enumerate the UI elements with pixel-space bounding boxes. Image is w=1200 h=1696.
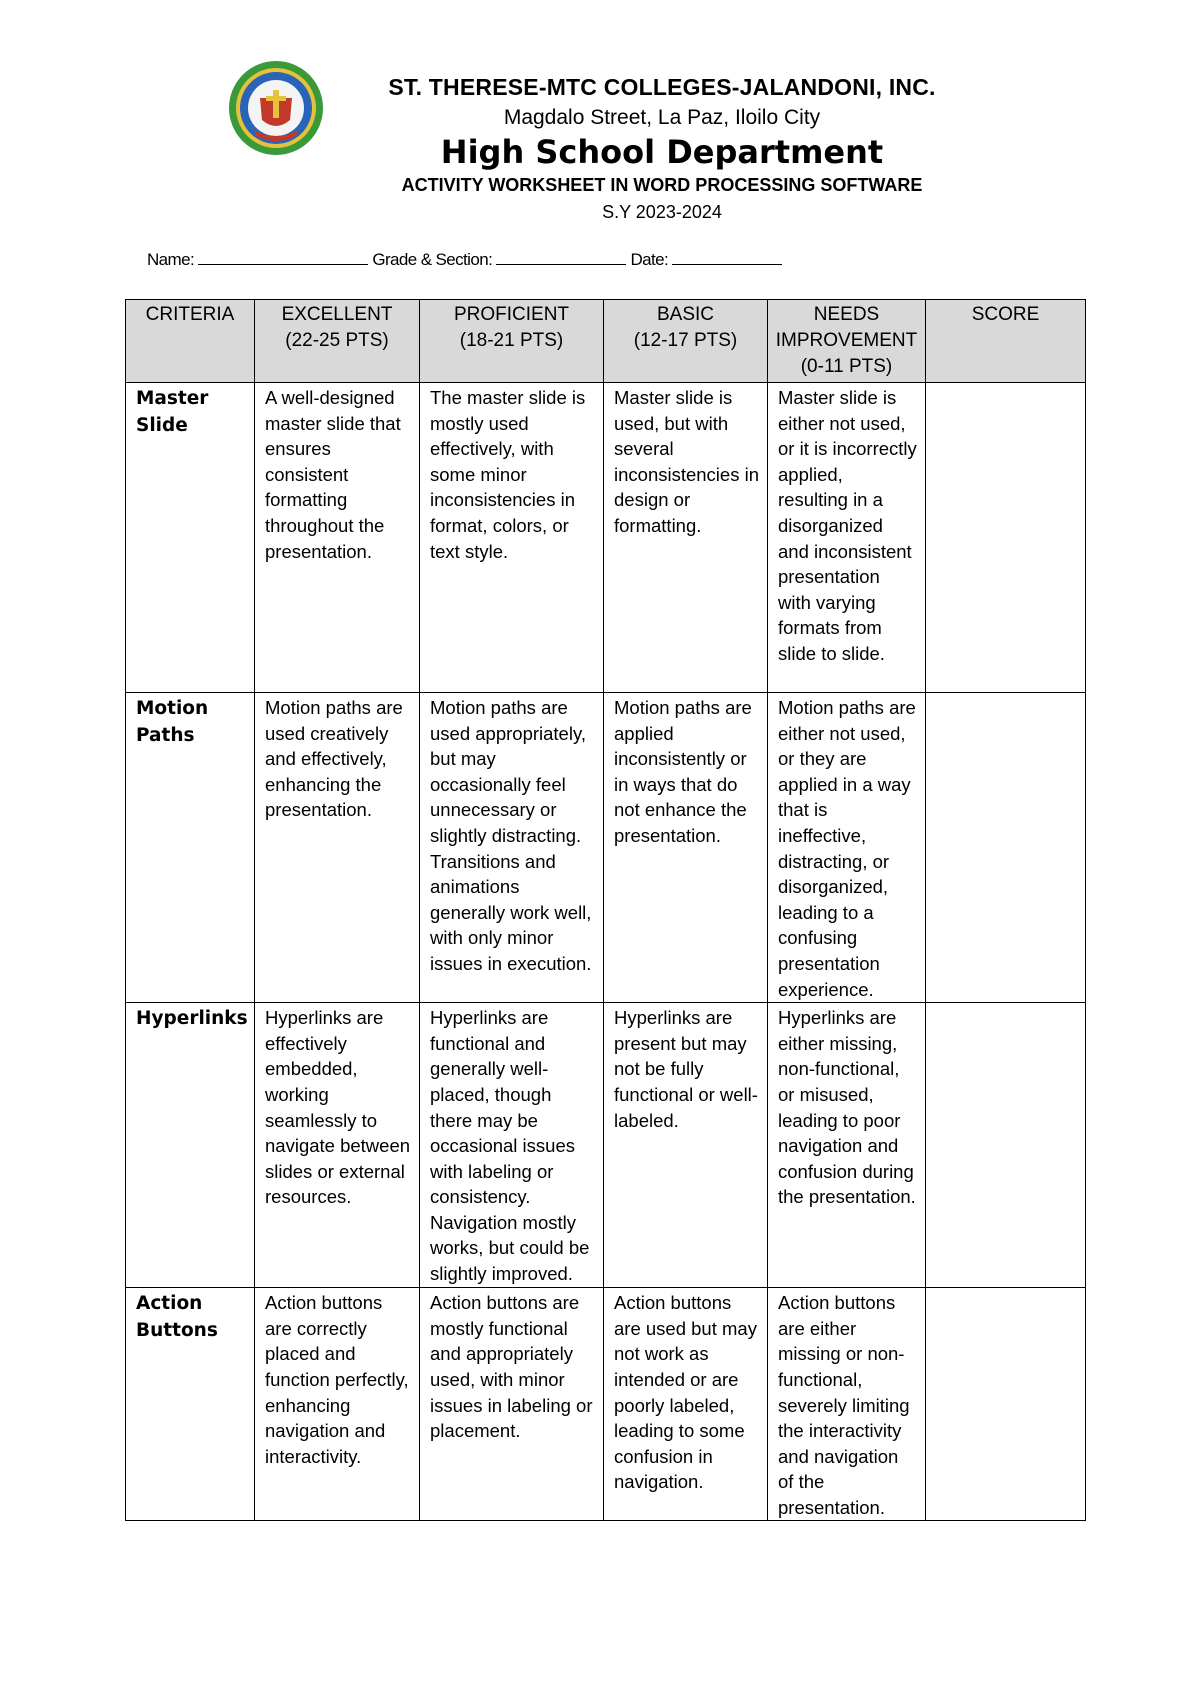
- table-row: [126, 383, 1086, 693]
- needs-improvement-cell: Hyperlinks are either missing, non-functional, or misused, leading to poor navigation and confusion during the presentation.: [768, 1003, 926, 1288]
- needs-improvement-cell: Master slide is either not used, or it is incorrectly applied, resulting in a disorganized and inconsistent presentation with varying formats from slide to slide.: [768, 383, 926, 693]
- needs-improvement-cell: Motion paths are either not used, or they are applied in a way that is ineffective, distracting, or disorganized, leading to a confusing presentation experience.: [768, 693, 926, 1003]
- proficient-cell: The master slide is mostly used effectively, with some minor inconsistencies in format, colors, or text style.: [420, 383, 604, 693]
- grade-section-field[interactable]: [496, 250, 626, 265]
- table-row: [126, 1003, 1086, 1288]
- name-label: Name:: [147, 250, 195, 269]
- rubric-header-row: [126, 300, 1086, 383]
- header-proficient: PROFICIENT (18-21 PTS): [420, 300, 604, 383]
- criteria-cell: Master Slide: [126, 383, 255, 693]
- score-cell[interactable]: [926, 693, 1086, 1003]
- score-cell[interactable]: [926, 1288, 1086, 1521]
- proficient-cell: Hyperlinks are functional and generally well-placed, though there may be occasional issues with labeling or consistency. Navigation mostly works, but could be slightly improved.: [420, 1003, 604, 1288]
- name-field[interactable]: [198, 250, 368, 265]
- criteria-cell: Hyperlinks: [126, 1003, 255, 1288]
- header-criteria: CRITERIA: [126, 300, 255, 383]
- proficient-cell: Motion paths are used appropriately, but may occasionally feel unnecessary or slightly distracting. Transitions and animations generally work well, with only minor issues in execution.: [420, 693, 604, 1003]
- excellent-cell: Hyperlinks are effectively embedded, working seamlessly to navigate between slides or external resources.: [255, 1003, 420, 1288]
- score-cell[interactable]: [926, 383, 1086, 693]
- header-basic: BASIC (12-17 PTS): [604, 300, 768, 383]
- school-year: S.Y 2023-2024: [602, 202, 722, 222]
- basic-cell: Motion paths are applied inconsistently or in ways that do not enhance the presentation.: [604, 693, 768, 1003]
- needs-improvement-cell: Action buttons are either missing or non-functional, severely limiting the interactivity and navigation of the presentation.: [768, 1288, 926, 1521]
- basic-cell: Master slide is used, but with several inconsistencies in design or formatting.: [604, 383, 768, 693]
- table-row: [126, 693, 1086, 1003]
- header-needs-improvement: NEEDS IMPROVEMENT (0-11 PTS): [768, 300, 926, 383]
- excellent-cell: A well-designed master slide that ensures consistent formatting throughout the presentation.: [255, 383, 420, 693]
- excellent-cell: Motion paths are used creatively and effectively, enhancing the presentation.: [255, 693, 420, 1003]
- school-address: Magdalo Street, La Paz, Iloilo City: [503, 106, 821, 129]
- basic-cell: Hyperlinks are present but may not be fully functional or well-labeled.: [604, 1003, 768, 1288]
- school-name: ST. THERESE-MTC COLLEGES-JALANDONI, INC.: [388, 74, 936, 100]
- basic-cell: Action buttons are used but may not work as intended or are poorly labeled, leading to some confusion in navigation.: [604, 1288, 768, 1521]
- excellent-cell: Action buttons are correctly placed and function perfectly, enhancing navigation and interactivity.: [255, 1288, 420, 1521]
- table-row: [126, 1288, 1086, 1521]
- score-cell[interactable]: [926, 1003, 1086, 1288]
- rubric-table: [125, 299, 1086, 1521]
- criteria-cell: Motion Paths: [126, 693, 255, 1003]
- proficient-cell: Action buttons are mostly functional and appropriately used, with minor issues in labeling or placement.: [420, 1288, 604, 1521]
- header-score: SCORE: [926, 300, 1086, 383]
- criteria-cell: Action Buttons: [126, 1288, 255, 1521]
- date-label: Date:: [630, 250, 669, 269]
- date-field[interactable]: [672, 250, 782, 265]
- department-title: High School Department: [440, 133, 884, 171]
- student-info-fields: [147, 250, 782, 270]
- activity-title: ACTIVITY WORKSHEET IN WORD PROCESSING SOFTWARE: [401, 175, 923, 195]
- header-excellent: EXCELLENT (22-25 PTS): [255, 300, 420, 383]
- grade-section-label: Grade & Section:: [372, 250, 493, 269]
